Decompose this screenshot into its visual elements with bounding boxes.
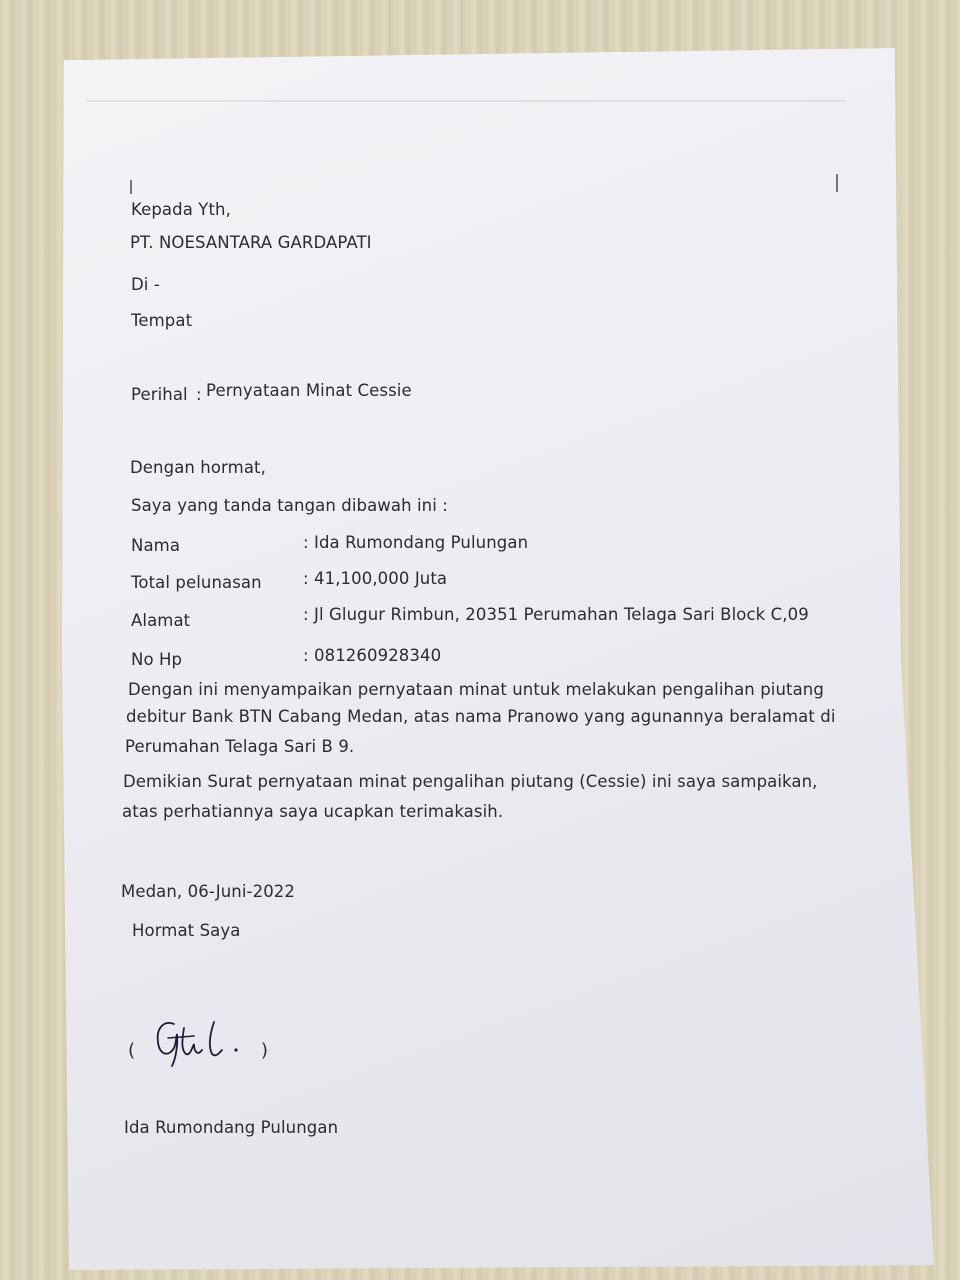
recipient-location-prefix: Di -: [131, 275, 160, 294]
paper-fold-line: [86, 100, 846, 102]
crop-mark-left: [130, 180, 132, 194]
intro-line: Saya yang tanda tangan dibawah ini :: [131, 496, 448, 515]
body-paragraph-1-line-3: Perumahan Telaga Sari B 9.: [125, 737, 355, 756]
detail-label-nama: Nama: [131, 536, 181, 555]
detail-label-total-pelunasan: Total pelunasan: [131, 573, 262, 592]
letter-paper: [62, 48, 934, 1270]
subject-separator: :: [196, 385, 202, 404]
detail-value-alamat: : Jl Glugur Rimbun, 20351 Perumahan Telaga Sari Block C,09: [303, 605, 809, 624]
detail-value-no-hp: : 081260928340: [303, 646, 442, 665]
closing: Hormat Saya: [132, 921, 241, 940]
signature-open-paren: (: [128, 1040, 136, 1061]
recipient-salutation: Kepada Yth,: [131, 200, 231, 219]
recipient-location: Tempat: [131, 311, 193, 330]
detail-value-total-pelunasan: : 41,100,000 Juta: [303, 569, 448, 588]
signature-close-paren: ): [261, 1040, 269, 1061]
body-paragraph-2-line-2: atas perhatiannya saya ucapkan terimakasih.: [122, 802, 504, 821]
place-date: Medan, 06-Juni-2022: [121, 882, 295, 901]
detail-label-no-hp: No Hp: [131, 650, 183, 669]
detail-value-nama: : Ida Rumondang Pulungan: [303, 533, 529, 552]
signer-name: Ida Rumondang Pulungan: [124, 1118, 339, 1137]
body-paragraph-1-line-2: debitur Bank BTN Cabang Medan, atas nama Pranowo yang agunannya beralamat di: [126, 707, 836, 726]
greeting: Dengan hormat,: [130, 458, 266, 477]
body-paragraph-1-line-1: Dengan ini menyampaikan pernyataan minat untuk melakukan pengalihan piutang: [128, 680, 824, 699]
crop-mark-right: [836, 174, 838, 192]
body-paragraph-2-line-1: Demikian Surat pernyataan minat pengalihan piutang (Cessie) ini saya sampaikan,: [123, 772, 818, 791]
detail-label-alamat: Alamat: [131, 611, 191, 630]
handwritten-signature: [146, 1014, 256, 1070]
subject-label: Perihal: [131, 385, 188, 404]
subject-text: Pernyataan Minat Cessie: [206, 381, 412, 400]
recipient-company: PT. NOESANTARA GARDAPATI: [130, 233, 372, 252]
